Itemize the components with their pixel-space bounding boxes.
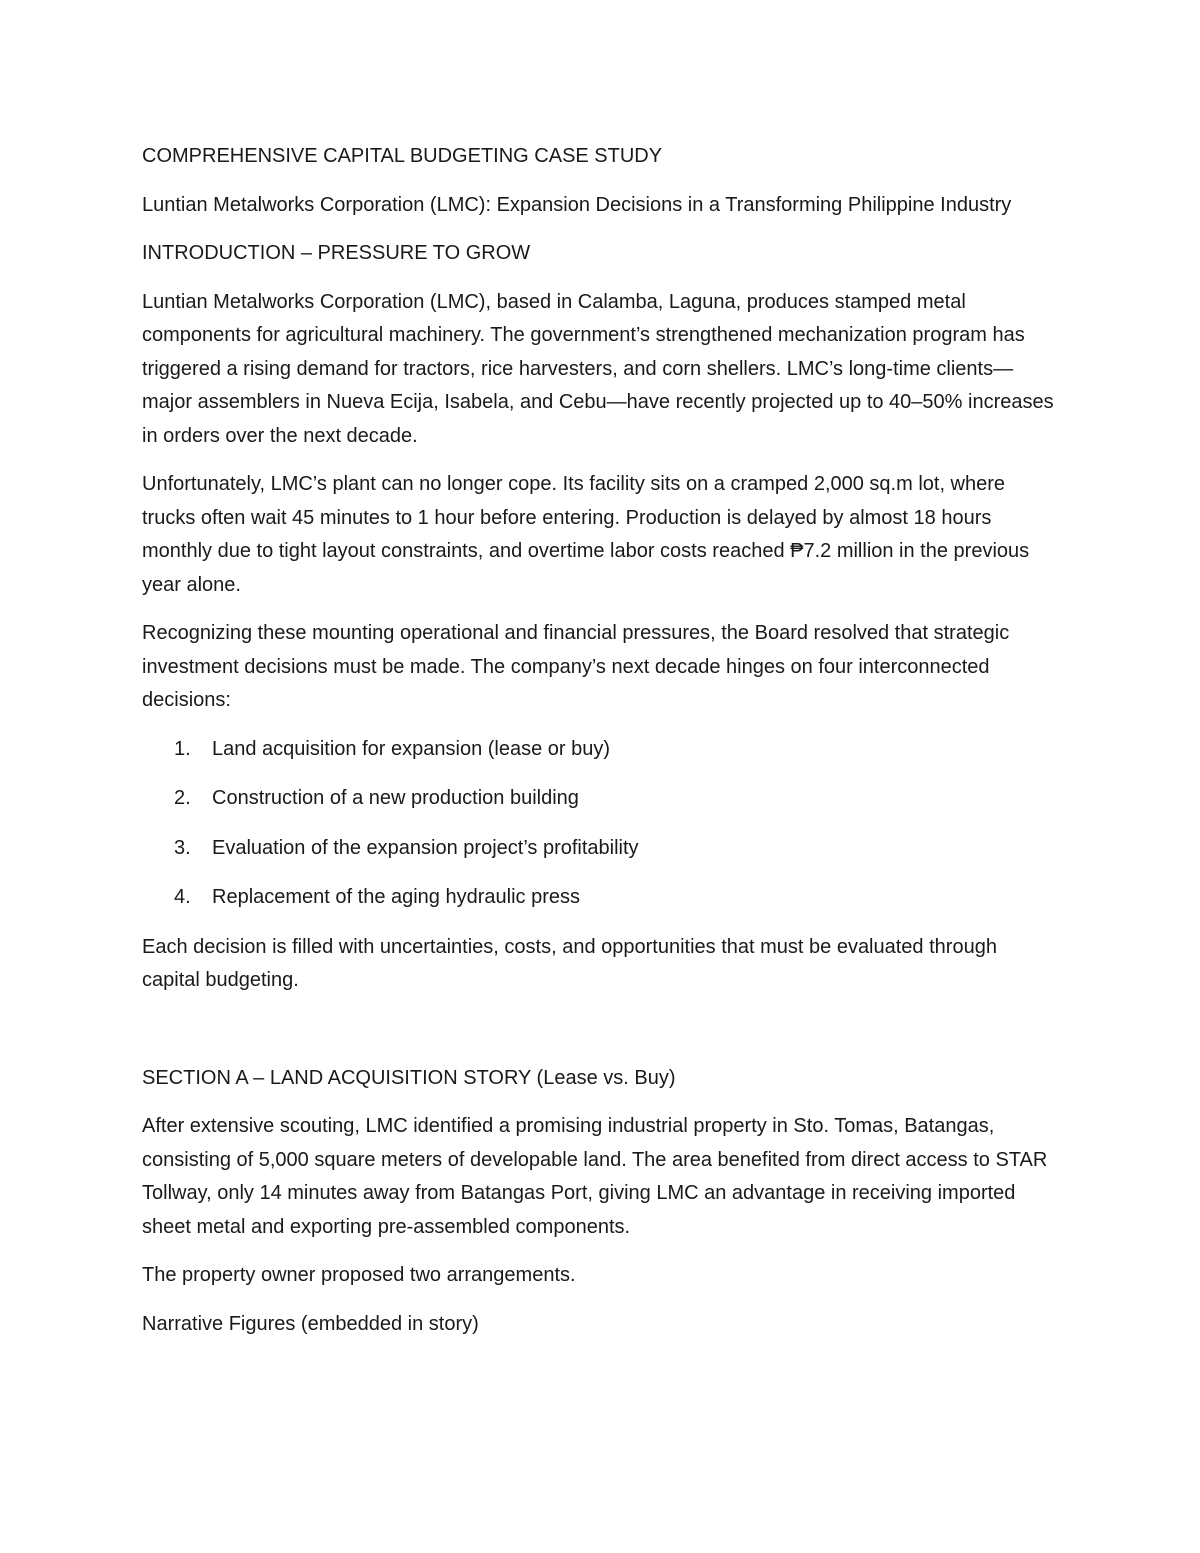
decision-text: Evaluation of the expansion project’s profitability <box>212 836 639 859</box>
section-spacer <box>142 1013 1060 1062</box>
section-a-paragraph: After extensive scouting, LMC identified a promising industrial property in Sto. Tomas, Batangas, consisting of 5,000 square meters of developable land. The area benefited from direct access to STAR Tollway, only 14 minutes away from Batangas Port, giving LMC an advantage in receiving imported sheet metal and exporting pre-assembled components. <box>142 1115 1048 1238</box>
decision-text: Replacement of the aging hydraulic press <box>212 886 580 908</box>
intro-paragraph: Unfortunately, LMC’s plant can no longer cope. Its facility sits on a cramped 2,000 sq.m lot, where trucks often wait 45 minutes to 1 hour before entering. Production is delayed by almost 18 hours monthly due to tight layout constraints, and overtime labor costs reached ₱7.2 million in the previous year alone. <box>142 473 1030 596</box>
decision-number: 4. <box>174 886 191 908</box>
intro-heading: INTRODUCTION – PRESSURE TO GROW <box>142 242 531 264</box>
intro-paragraph: Recognizing these mounting operational and financial pressures, the Board resolved that strategic investment decisions must be made. The company’s next decade hinges on four interconnected decisions: <box>142 622 1010 711</box>
decision-item <box>142 832 1060 866</box>
decision-number: 2. <box>174 787 191 809</box>
document-title: COMPREHENSIVE CAPITAL BUDGETING CASE STUDY <box>142 145 663 167</box>
decision-item <box>142 881 1060 915</box>
section-a-paragraph: Narrative Figures (embedded in story) <box>142 1312 479 1335</box>
section-a-paragraph: The property owner proposed two arrangements. <box>142 1264 576 1286</box>
intro-paragraph: Luntian Metalworks Corporation (LMC), based in Calamba, Laguna, produces stamped metal components for agricultural machinery. The government’s strengthened mechanization program has triggered a rising demand for tractors, rice harvesters, and corn shellers. LMC’s long-time clients—major assemblers in Nueva Ecija, Isabela, and Cebu—have recently projected up to 40–50% increases in orders over the next decade. <box>142 290 1054 447</box>
decision-number: 3. <box>174 836 191 859</box>
decision-item <box>142 782 1060 816</box>
section-a-heading: SECTION A – LAND ACQUISITION STORY (Lease vs. Buy) <box>142 1066 676 1089</box>
document-subtitle: Luntian Metalworks Corporation (LMC): Expansion Decisions in a Transforming Philippine Industry <box>142 193 1012 216</box>
intro-closing: Each decision is filled with uncertainties, costs, and opportunities that must be evaluated through capital budgeting. <box>142 935 997 991</box>
decision-text: Construction of a new production building <box>212 787 579 809</box>
document-body <box>142 140 1060 1356</box>
decisions-list <box>142 733 1060 915</box>
decision-item <box>142 733 1060 767</box>
decision-text: Land acquisition for expansion (lease or buy) <box>212 737 611 760</box>
decision-number: 1. <box>174 737 191 760</box>
